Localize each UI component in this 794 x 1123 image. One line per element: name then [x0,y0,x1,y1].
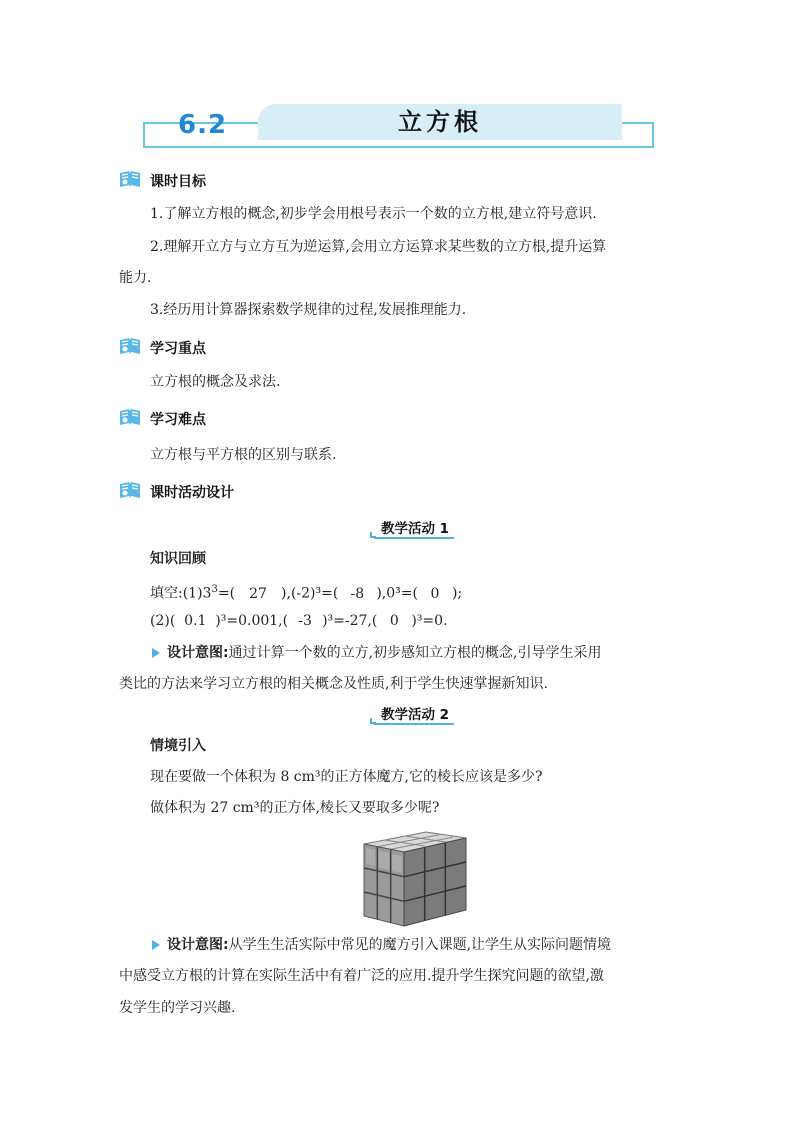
section-title-goals: 课时目标 [150,174,206,190]
fill-text: )³=0.001,( [215,613,289,629]
intent-text: 从学生生活实际中常见的魔方引入课题,让学生从实际问题情境 [228,937,612,953]
fill-text: ),(-2)³=( [281,585,339,602]
triangle-marker-icon [152,648,160,658]
section-title-difficulties: 学习难点 [150,412,206,428]
triangle-marker-icon [152,940,160,950]
section-number: 6.2 [178,110,228,140]
fill-text: ); [451,585,463,602]
activity-1-subtitle: 知识回顾 [150,551,206,567]
key-points-text: 立方根的概念及求法. [150,374,281,390]
intent-2-line-2: 中感受立方根的计算在实际生活中有着广泛的应用.提升学生探究问题的欲望,激 [119,968,604,984]
page-title: 立方根 [398,107,482,136]
fill-text: )³=0. [411,613,448,629]
section-title-design: 课时活动设计 [150,485,234,501]
fill-text: )³=-27,( [322,613,378,629]
difficulties-text: 立方根与平方根的区别与联系. [150,447,337,463]
question-1: 现在要做一个体积为 8 cm³的正方体魔方,它的棱长应该是多少? [150,769,543,785]
activity-2-title: 教学活动 2 [380,707,450,723]
goal-item-3: 3.经历用计算器探索数学规律的过程,发展推理能力. [150,302,467,318]
fill-prefix: 填空:(1)3 [150,585,212,602]
answer-0: 0 [389,613,399,629]
superscript-3: 3 [211,584,218,595]
answer-neg3: -3 [298,613,312,629]
answer-0: 0 [430,585,440,602]
intent-label: 设计意图: [167,645,229,661]
section-title-key-points: 学习重点 [150,341,206,357]
answer-27: 27 [249,585,267,602]
answer-neg8: -8 [350,585,365,602]
activity-2-underline [374,723,454,725]
goal-item-1: 1.了解立方根的概念,初步学会用根号表示一个数的立方根,建立符号意识. [150,206,597,222]
rubiks-cube-image [362,828,468,928]
goal-item-2: 2.理解开立方与立方互为逆运算,会用立方运算求某些数的立方根,提升运算 [150,239,607,255]
fill-line-1: 填空$:(1)3^3=$( 27 ),(-2)³=( -8 ),0³=( 0 ); [150,584,463,602]
intent-label: 设计意图: [167,937,229,953]
fill-line-2 [150,611,448,631]
book-icon [119,337,141,355]
activity-1-underline [374,537,454,539]
book-icon [119,408,141,426]
intent-text: 通过计算一个数的立方,初步感知立方根的概念,引导学生采用 [228,645,602,661]
fill-text: (2)( [150,613,176,629]
intent-2-line-1 [167,935,611,955]
book-icon [119,481,141,499]
goal-item-2-cont: 能力. [119,270,152,286]
fill-text: ),0³=( [376,585,418,602]
activity-1-title: 教学活动 1 [380,521,450,537]
answer-0-1: 0.1 [184,613,207,629]
intent-2-line-3: 发学生的学习兴趣. [119,1000,236,1016]
intent-1-line-1 [167,643,602,663]
activity-2-subtitle: 情境引入 [150,738,206,754]
book-icon [119,170,141,188]
intent-1-line-2: 类比的方法来学习立方根的相关概念及性质,利于学生快速掌握新知识. [119,676,548,692]
question-2: 做体积为 27 cm³的正方体,棱长又要取多少呢? [150,800,440,816]
